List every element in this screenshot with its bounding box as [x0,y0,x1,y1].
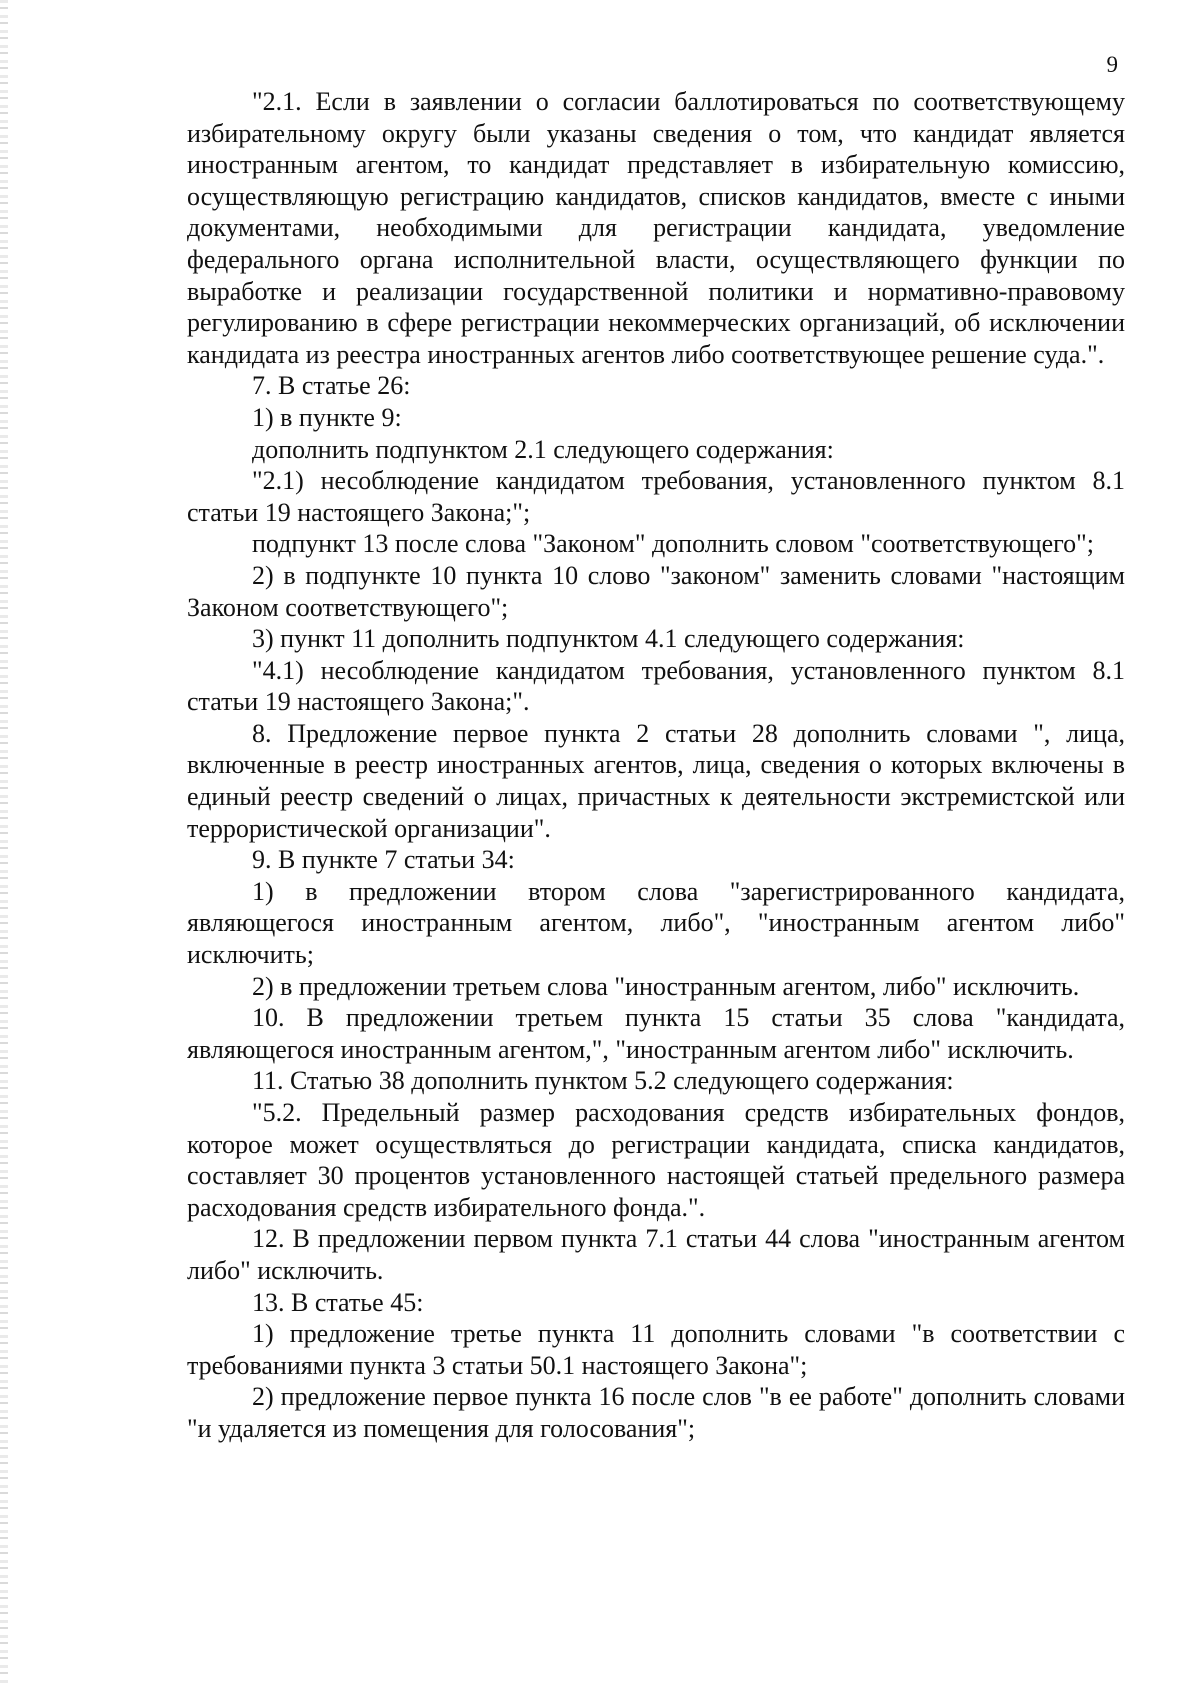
paragraph-item-13-sub-2: 2) предложение первое пункта 16 после слов "в ее работе" дополнить словами "и удаляется из помещения для голосования"; [187,1382,1125,1443]
paragraph-subitem-2: 2) в подпункте 10 пункта 10 слово "законом" заменить словами "настоящим Законом соответствующего"; [187,560,1125,622]
page-number: 9 [1106,52,1118,77]
paragraph-item-7: 7. В статье 26: [252,371,411,401]
paragraph-quoted-2-1-clause: "2.1) несоблюдение кандидатом требования, установленного пунктом 8.1 статьи 19 настоящего Закона;"; [187,466,1125,527]
paragraph-subclause-13: подпункт 13 после слова "Законом" дополнить словом "соответствующего"; [252,529,1094,559]
paragraph-item-9-sub-1: 1) в предложении втором слова "зарегистрированного кандидата, являющегося иностранным агентом, либо", "иностранным агентом либо" исключить; [187,876,1125,970]
paragraph-item-8: 8. Предложение первое пункта 2 статьи 28 дополнить словами ", лица, включенные в реестр иностранных агентов, лица, сведения о которых включены в единый реестр сведений о лицах, причастных к деятельности экстремистской или террористической организации". [187,718,1125,843]
paragraph-item-9-sub-2: 2) в предложении третьем слова "иностранным агентом, либо" исключить. [252,971,1080,1001]
paragraph-add-subclause: дополнить подпунктом 2.1 следующего содержания: [252,434,834,464]
paragraph-subitem-3: 3) пункт 11 дополнить подпунктом 4.1 следующего содержания: [252,624,965,654]
paragraph-item-12: 12. В предложении первом пункта 7.1 статьи 44 слова "иностранным агентом либо" исключить. [187,1224,1125,1285]
paragraph-quoted-4-1: "4.1) несоблюдение кандидатом требования, установленного пунктом 8.1 статьи 19 настоящего Закона;". [187,655,1125,717]
scan-edge-artifact [0,0,8,1683]
paragraph-item-9: 9. В пункте 7 статьи 34: [252,845,515,875]
paragraph-item-11: 11. Статью 38 дополнить пунктом 5.2 следующего содержания: [252,1066,954,1096]
paragraph-quoted-5-2: "5.2. Предельный размер расходования средств избирательных фондов, которое может осуществляться до регистрации кандидата, списка кандидатов, составляет 30 процентов установленного настоящей статьей предельного размера расходования средств избирательного фонда.". [187,1098,1125,1222]
paragraph-quoted-2-1: "2.1. Если в заявлении о согласии баллотироваться по соответствующему избирательному округу были указаны сведения о том, что кандидат является иностранным агентом, то кандидат представляет в избирательную комиссию, осуществляющую регистрацию кандидатов, списков кандидатов, вместе с иными документами, необходимыми для регистрации кандидата, уведомление федерального органа исполнительной власти, осуществляющего функции по выработке и реализации государственной политики и нормативно-правовому регулированию в сфере регистрации некоммерческих организаций, об исключении кандидата из реестра иностранных агентов либо соответствующее решение суда.". [187,87,1125,369]
paragraph-item-10: 10. В предложении третьем пункта 15 статьи 35 слова "кандидата, являющегося иностранным агентом,", "иностранным агентом либо" исключить. [187,1003,1125,1064]
paragraph-item-13-sub-1: 1) предложение третье пункта 11 дополнить словами "в соответствии с требованиями пункта 3 статьи 50.1 настоящего Закона"; [187,1319,1125,1380]
document-body [187,86,1125,1445]
paragraph-subitem-1: 1) в пункте 9: [252,402,402,432]
paragraph-item-13: 13. В статье 45: [252,1287,424,1317]
